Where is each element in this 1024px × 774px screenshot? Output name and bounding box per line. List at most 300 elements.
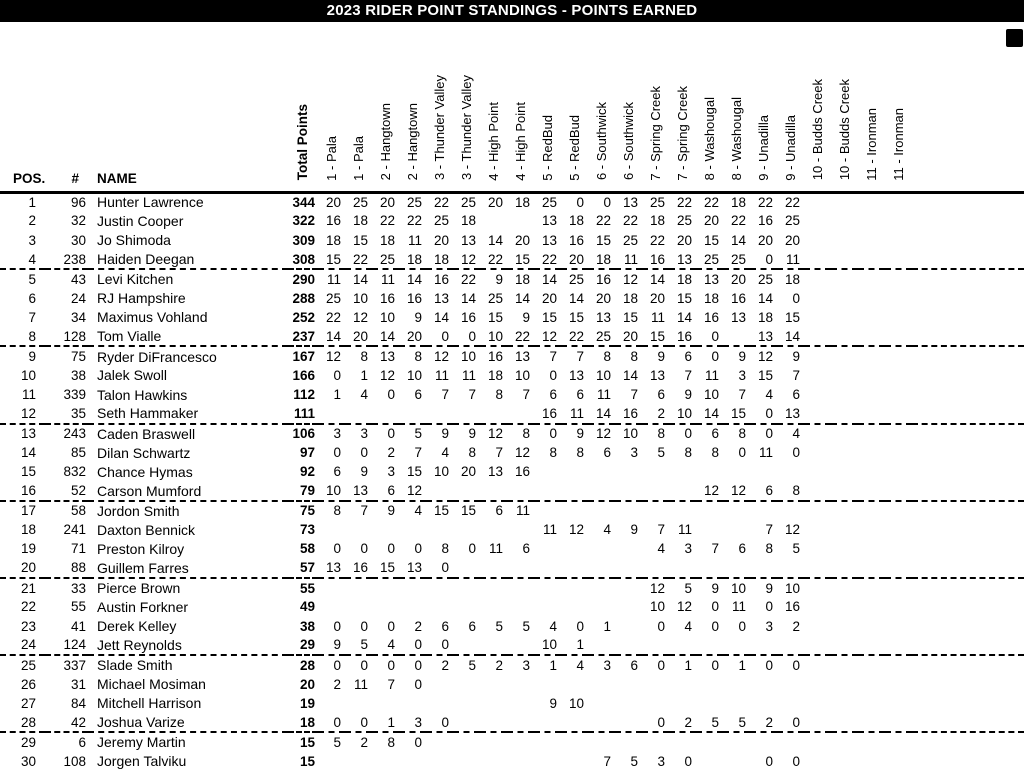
points-cell: 18 <box>649 213 665 229</box>
points-cell <box>480 732 507 751</box>
col-header-race <box>723 22 750 192</box>
row-filler <box>912 559 1024 578</box>
points-cell <box>858 288 885 307</box>
points-cell <box>885 366 912 385</box>
points-cell: 9 <box>549 695 557 711</box>
col-header-name: NAME <box>97 170 137 186</box>
points-cell: 16 <box>757 213 773 229</box>
points-cell <box>561 713 588 732</box>
points-cell <box>885 713 912 732</box>
points-cell: 13 <box>750 327 777 346</box>
number-cell: 124 <box>45 636 88 655</box>
points-cell: 3 <box>387 464 395 480</box>
points-cell: 0 <box>387 657 395 673</box>
points-cell: 18 <box>757 309 773 325</box>
points-cell: 22 <box>406 213 422 229</box>
points-cell: 9 <box>684 387 692 403</box>
race-label: 4 - High Point <box>512 101 528 181</box>
points-cell <box>858 231 885 250</box>
points-cell <box>480 752 507 771</box>
points-cell: 12 <box>649 580 665 596</box>
points-cell <box>804 308 831 327</box>
points-cell <box>534 481 561 500</box>
points-cell: 0 <box>333 657 341 673</box>
row-filler <box>912 231 1024 250</box>
points-cell: 22 <box>784 194 800 210</box>
total-points-cell: 55 <box>299 580 315 596</box>
points-cell: 6 <box>468 618 476 634</box>
pos-cell: 23 <box>20 618 36 634</box>
race-label: 7 - Spring Creek <box>674 85 690 181</box>
points-cell: 16 <box>642 250 669 269</box>
points-cell <box>696 501 723 520</box>
points-cell <box>885 385 912 404</box>
row-filler <box>912 481 1024 500</box>
rider-name-cell: Maximus Vohland <box>97 309 208 326</box>
number-cell: 88 <box>45 559 88 578</box>
points-cell: 5 <box>723 713 750 732</box>
points-cell <box>777 732 804 751</box>
points-cell <box>642 636 669 655</box>
points-cell <box>777 559 804 578</box>
number-cell: 41 <box>70 618 86 634</box>
points-cell <box>534 501 561 520</box>
rider-name-cell: Jordon Smith <box>97 502 180 519</box>
points-cell: 12 <box>622 271 638 287</box>
points-cell: 0 <box>792 753 800 769</box>
rider-name-cell: Jo Shimoda <box>97 232 171 249</box>
points-cell: 25 <box>784 213 800 229</box>
points-cell <box>534 713 561 732</box>
points-cell: 3 <box>522 657 530 673</box>
points-cell: 16 <box>703 309 719 325</box>
points-cell: 20 <box>487 194 503 210</box>
points-cell <box>426 752 453 771</box>
points-cell <box>885 752 912 771</box>
points-cell: 7 <box>549 349 557 365</box>
points-cell <box>804 269 831 288</box>
total-points-cell: 97 <box>299 445 315 460</box>
rider-name-cell: Talon Hawkins <box>97 386 188 403</box>
points-cell: 10 <box>595 367 611 383</box>
points-cell <box>858 501 885 520</box>
points-cell <box>615 481 642 500</box>
rider-row <box>0 443 1024 462</box>
points-cell <box>885 462 912 481</box>
race-label: 5 - RedBud <box>539 114 555 181</box>
points-cell <box>696 462 723 481</box>
points-cell: 22 <box>757 194 773 210</box>
points-cell <box>561 481 588 500</box>
points-cell: 10 <box>379 309 395 325</box>
total-points-cell: 15 <box>299 753 315 769</box>
points-cell: 4 <box>657 541 665 557</box>
points-cell <box>831 327 858 346</box>
points-cell: 13 <box>379 349 395 365</box>
points-cell: 6 <box>372 481 399 500</box>
number-cell: 241 <box>63 522 86 538</box>
points-cell: 5 <box>522 618 530 634</box>
points-cell <box>453 578 480 597</box>
rider-row <box>0 366 1024 385</box>
points-cell <box>831 424 858 443</box>
points-cell <box>858 366 885 385</box>
total-points-cell: 112 <box>293 387 315 403</box>
points-cell: 1 <box>360 367 368 383</box>
points-cell <box>804 327 831 346</box>
number-cell: 58 <box>70 503 86 519</box>
points-cell: 20 <box>460 464 476 480</box>
points-cell: 0 <box>426 636 453 655</box>
rider-name-cell: RJ Hampshire <box>97 290 186 307</box>
points-cell: 7 <box>495 445 503 460</box>
pos-cell: 13 <box>20 426 36 442</box>
points-cell: 10 <box>406 367 422 383</box>
total-points-cell: 38 <box>299 618 315 634</box>
points-cell: 20 <box>433 232 449 248</box>
points-cell <box>507 211 534 230</box>
points-cell: 9 <box>522 309 530 325</box>
points-cell <box>426 578 453 597</box>
points-cell <box>426 481 453 500</box>
points-cell <box>858 694 885 713</box>
points-cell <box>480 211 507 230</box>
points-cell: 7 <box>441 387 449 403</box>
points-cell: 3 <box>630 445 638 460</box>
points-cell: 0 <box>657 657 665 673</box>
points-cell: 8 <box>360 349 368 365</box>
points-cell <box>642 481 669 500</box>
points-cell: 14 <box>730 232 746 248</box>
points-cell: 16 <box>730 290 746 306</box>
points-cell: 10 <box>480 327 507 346</box>
total-points-cell: 111 <box>288 404 318 423</box>
points-cell: 25 <box>757 271 773 287</box>
race-label: 10 - Budds Creek <box>809 79 825 181</box>
total-points-cell: 322 <box>292 213 315 229</box>
points-cell: 16 <box>406 290 422 306</box>
points-cell: 8 <box>549 445 557 460</box>
points-cell <box>561 539 588 558</box>
points-cell: 8 <box>414 349 422 365</box>
points-cell <box>858 250 885 269</box>
points-cell <box>885 327 912 346</box>
points-cell: 10 <box>460 349 476 365</box>
points-cell: 12 <box>696 481 723 500</box>
points-cell <box>858 578 885 597</box>
points-cell: 11 <box>758 445 773 460</box>
points-cell <box>426 597 453 616</box>
points-cell: 13 <box>433 290 449 306</box>
points-cell <box>561 732 588 751</box>
points-cell: 20 <box>784 232 800 248</box>
row-filler <box>912 520 1024 539</box>
points-cell: 25 <box>541 194 557 210</box>
points-cell <box>507 636 534 655</box>
total-points-cell: 288 <box>292 290 315 306</box>
points-cell: 8 <box>387 734 395 750</box>
points-cell <box>453 674 480 693</box>
points-cell <box>831 597 858 616</box>
row-filler <box>912 539 1024 558</box>
number-cell: 832 <box>63 464 86 480</box>
points-cell: 11 <box>542 522 557 538</box>
points-cell <box>804 366 831 385</box>
pos-cell: 17 <box>20 503 36 519</box>
points-cell <box>588 597 615 616</box>
race-label: 7 - Spring Creek <box>647 85 663 181</box>
points-cell: 9 <box>387 503 395 519</box>
points-cell: 11 <box>615 250 642 269</box>
points-cell <box>885 231 912 250</box>
col-header-total-label: Total Points <box>295 104 310 181</box>
points-cell <box>831 443 858 462</box>
total-points-cell: 92 <box>299 464 315 480</box>
rider-name-cell: Slade Smith <box>97 657 173 674</box>
points-cell: 4 <box>765 387 773 403</box>
points-cell: 20 <box>615 327 642 346</box>
number-cell: 238 <box>45 250 88 269</box>
points-cell: 1 <box>549 657 557 673</box>
points-cell: 0 <box>765 657 773 673</box>
total-points-cell: 28 <box>299 657 315 673</box>
points-cell <box>885 211 912 230</box>
points-cell <box>615 462 642 481</box>
points-cell <box>399 578 426 597</box>
points-cell <box>858 732 885 751</box>
points-cell <box>480 404 507 423</box>
points-cell <box>804 385 831 404</box>
points-cell: 2 <box>792 618 800 634</box>
rider-row <box>0 288 1024 307</box>
points-cell <box>831 346 858 365</box>
points-cell: 10 <box>318 481 345 500</box>
points-cell: 0 <box>414 541 422 557</box>
pos-cell: 14 <box>20 445 36 460</box>
pos-cell: 27 <box>20 695 36 711</box>
col-header-race <box>696 22 723 192</box>
points-cell: 8 <box>522 426 530 442</box>
rider-name-cell: Austin Forkner <box>97 598 189 615</box>
points-cell <box>804 655 831 674</box>
pos-cell: 24 <box>0 636 45 655</box>
race-label: 1 - Pala <box>350 135 366 181</box>
points-cell: 16 <box>514 464 530 480</box>
points-cell: 5 <box>345 636 372 655</box>
points-cell <box>885 250 912 269</box>
points-cell <box>615 597 642 616</box>
points-cell: 22 <box>379 213 395 229</box>
points-cell <box>885 539 912 558</box>
rider-row <box>0 327 1024 346</box>
points-cell: 16 <box>784 599 800 615</box>
points-cell: 22 <box>345 250 372 269</box>
points-cell: 0 <box>426 559 453 578</box>
points-cell: 3 <box>738 367 746 383</box>
points-cell: 11 <box>561 404 588 423</box>
points-cell <box>831 578 858 597</box>
number-cell: 43 <box>70 271 86 287</box>
points-cell: 12 <box>757 349 773 365</box>
points-cell <box>858 617 885 636</box>
points-cell <box>885 288 912 307</box>
row-filler <box>912 424 1024 443</box>
points-cell <box>885 636 912 655</box>
points-cell <box>885 443 912 462</box>
points-cell <box>804 597 831 616</box>
points-cell <box>669 732 696 751</box>
points-cell <box>777 501 804 520</box>
points-cell: 14 <box>372 327 399 346</box>
points-cell: 3 <box>399 713 426 732</box>
total-points-cell: 167 <box>292 349 315 365</box>
points-cell: 10 <box>622 426 638 442</box>
points-cell: 5 <box>792 541 800 557</box>
points-cell <box>858 192 885 211</box>
points-cell <box>750 694 777 713</box>
points-cell: 11 <box>777 250 804 269</box>
points-cell <box>588 713 615 732</box>
points-cell: 25 <box>696 250 723 269</box>
points-cell: 1 <box>333 387 341 403</box>
points-cell: 15 <box>622 309 638 325</box>
points-cell: 18 <box>426 250 453 269</box>
points-cell: 3 <box>360 426 368 442</box>
rider-row <box>0 269 1024 288</box>
points-cell: 18 <box>514 271 530 287</box>
points-cell <box>831 732 858 751</box>
points-cell <box>885 308 912 327</box>
header-row <box>0 22 1024 192</box>
points-cell: 14 <box>514 290 530 306</box>
points-cell: 20 <box>757 232 773 248</box>
points-cell <box>588 559 615 578</box>
col-header-race <box>426 22 453 192</box>
points-cell: 15 <box>507 250 534 269</box>
points-cell: 15 <box>568 309 584 325</box>
points-cell: 9 <box>360 464 368 480</box>
points-cell: 9 <box>495 271 503 287</box>
total-points-cell: 19 <box>299 695 315 711</box>
rider-name-cell: Dilan Schwartz <box>97 444 191 461</box>
points-cell <box>804 501 831 520</box>
rider-row <box>0 732 1024 751</box>
points-cell: 2 <box>750 713 777 732</box>
total-points-cell: 237 <box>288 327 318 346</box>
rider-row <box>0 539 1024 558</box>
points-cell: 0 <box>387 618 395 634</box>
points-cell <box>453 752 480 771</box>
number-cell: 84 <box>70 695 86 711</box>
total-points-cell: 29 <box>288 636 318 655</box>
col-header-race <box>534 22 561 192</box>
total-points-cell: 166 <box>292 367 315 383</box>
number-cell: 42 <box>45 713 88 732</box>
points-cell: 0 <box>426 327 453 346</box>
rider-row <box>0 520 1024 539</box>
points-cell: 0 <box>777 713 804 732</box>
col-header-race <box>561 22 588 192</box>
points-cell: 25 <box>325 290 341 306</box>
points-cell <box>858 327 885 346</box>
points-cell <box>885 674 912 693</box>
points-cell <box>507 559 534 578</box>
points-cell: 0 <box>765 426 773 442</box>
points-cell: 16 <box>595 271 611 287</box>
standings-table <box>0 22 1024 771</box>
points-cell <box>696 732 723 751</box>
points-cell: 0 <box>549 367 557 383</box>
points-cell <box>534 752 561 771</box>
rider-row <box>0 192 1024 211</box>
points-cell <box>804 732 831 751</box>
points-cell <box>831 231 858 250</box>
points-cell: 6 <box>684 349 692 365</box>
pos-cell: 26 <box>20 676 36 692</box>
points-cell: 0 <box>642 713 669 732</box>
points-cell: 0 <box>684 753 692 769</box>
points-cell <box>507 578 534 597</box>
points-cell <box>615 674 642 693</box>
points-cell <box>534 539 561 558</box>
points-cell <box>804 617 831 636</box>
col-header-race <box>588 22 615 192</box>
points-cell: 7 <box>738 387 746 403</box>
points-cell <box>480 636 507 655</box>
points-cell <box>507 481 534 500</box>
col-header-num: # <box>71 170 79 186</box>
points-cell: 0 <box>414 657 422 673</box>
points-cell: 13 <box>622 194 638 210</box>
points-cell <box>615 694 642 713</box>
points-cell <box>804 462 831 481</box>
points-cell: 18 <box>588 250 615 269</box>
points-cell <box>885 424 912 443</box>
points-cell <box>723 694 750 713</box>
points-cell: 7 <box>387 676 395 692</box>
points-cell <box>804 520 831 539</box>
points-cell <box>588 636 615 655</box>
points-cell: 0 <box>792 290 800 306</box>
points-cell: 15 <box>784 309 800 325</box>
points-cell <box>723 752 750 771</box>
points-cell: 7 <box>576 349 584 365</box>
pos-cell: 12 <box>0 404 45 423</box>
points-cell <box>669 559 696 578</box>
pos-cell: 28 <box>0 713 45 732</box>
rider-row <box>0 481 1024 500</box>
points-cell: 0 <box>684 426 692 442</box>
points-cell: 0 <box>399 636 426 655</box>
points-cell <box>723 520 750 539</box>
points-cell: 25 <box>568 271 584 287</box>
points-cell: 6 <box>603 445 611 460</box>
points-cell <box>723 674 750 693</box>
total-points-cell: 290 <box>292 271 315 287</box>
points-cell <box>561 578 588 597</box>
points-cell: 0 <box>576 618 584 634</box>
points-cell: 2 <box>642 404 669 423</box>
points-cell <box>615 559 642 578</box>
points-cell: 12 <box>514 445 530 460</box>
points-cell <box>372 694 399 713</box>
points-cell: 3 <box>684 541 692 557</box>
race-label: 10 - Budds Creek <box>836 79 852 181</box>
points-cell: 0 <box>333 618 341 634</box>
points-cell: 13 <box>669 250 696 269</box>
row-filler <box>912 462 1024 481</box>
row-filler <box>912 694 1024 713</box>
